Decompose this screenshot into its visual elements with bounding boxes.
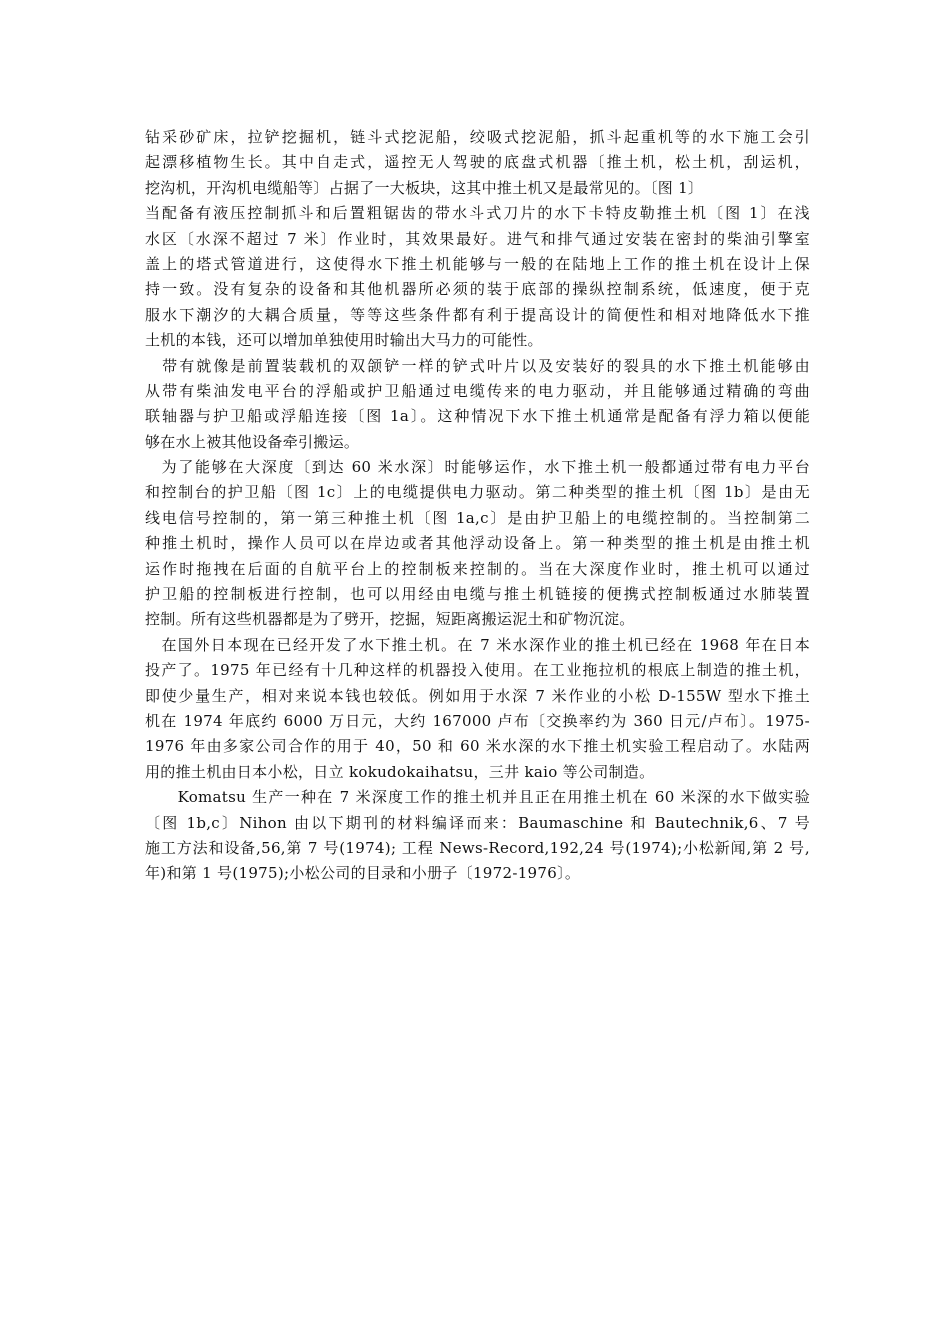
text-line: 水区〔水深不超过 7 米〕作业时，其效果最好。进气和排气通过安装在密封的柴油引擎室 — [145, 229, 810, 248]
text-line: 施工方法和设备,56,第 7 号(1974); 工程 News-Record,192,24 号(1974);小松新闻,第 2 号, — [145, 838, 810, 857]
text-line: Komatsu 生产一种在 7 米深度工作的推土机并且正在用推土机在 60 米深的水下做实验 — [145, 788, 810, 807]
text-line: 持一致。没有复杂的设备和其他机器所必须的装于底部的操纵控制系统，低速度，便于克 — [145, 280, 810, 299]
text-line: 土机的本钱，还可以增加单独使用时输出大马力的可能性。 — [145, 331, 543, 350]
text-line: 联轴器与护卫船或浮船连接〔图 1a〕。这种情况下水下推土机通常是配备有浮力箱以便能 — [145, 407, 810, 426]
text-line: 够在水上被其他设备牵引搬运。 — [145, 432, 360, 451]
text-line: 当配备有液压控制抓斗和后置粗锯齿的带水斗式刀片的水下卡特皮勒推土机〔图 1〕在浅 — [145, 204, 810, 223]
text-line: 运作时拖拽在后面的自航平台上的控制板来控制的。当在大深度作业时，推土机可以通过 — [145, 559, 810, 578]
text-line: 护卫船的控制板进行控制，也可以用经由电缆与推土机链接的便携式控制板通过水肺装置 — [145, 585, 810, 604]
text-line: 投产了。1975 年已经有十几种这样的机器投入使用。在工业拖拉机的根底上制造的推土机， — [145, 661, 810, 680]
text-line: 钻采砂矿床，拉铲挖掘机，链斗式挖泥船，绞吸式挖泥船，抓斗起重机等的水下施工会引 — [145, 128, 810, 146]
text-line: 挖沟机，开沟机电缆船等〕占据了一大板块，这其中推土机又是最常见的。〔图 1〕 — [145, 178, 704, 197]
text-line: 服水下潮汐的大耦合质量，等等这些条件都有利于提高设计的简便性和相对地降低水下推 — [145, 305, 810, 324]
text-line: 用的推土机由日本小松，日立 kokudokaihatsu，三井 kaio 等公司制造。 — [145, 762, 655, 781]
text-line: 起漂移植物生长。其中自走式，遥控无人驾驶的底盘式机器〔推土机，松土机，刮运机， — [145, 153, 810, 172]
text-line: 1976 年由多家公司合作的用于 40，50 和 60 米水深的水下推土机实验工程启动了。水陆两 — [145, 737, 810, 756]
text-line: 从带有柴油发电平台的浮船或护卫船通过电缆传来的电力驱动，并且能够通过精确的弯曲 — [145, 381, 810, 400]
text-line: 种推土机时，操作人员可以在岸边或者其他浮动设备上。第一种类型的推土机是由推土机 — [145, 534, 810, 553]
text-line: 〔图 1b,c〕Nihon 由以下期刊的材料编译而来：Baumaschine 和 Bautechnik,6、7 号 — [145, 813, 810, 832]
text-line: 在国外日本现在已经开发了水下推土机。在 7 米水深作业的推土机已经在 1968 年在日本 — [145, 635, 810, 654]
text-line: 为了能够在大深度〔到达 60 米水深〕时能够运作，水下推土机一般都通过带有电力平台 — [145, 458, 810, 477]
text-line: 控制。所有这些机器都是为了劈开，挖掘，短距离搬运泥土和矿物沉淀。 — [145, 610, 635, 629]
text-line: 盖上的塔式管道进行，这使得水下推土机能够与一般的在陆地上工作的推土机在设计上保 — [145, 254, 810, 273]
text-line: 线电信号控制的，第一第三种推土机〔图 1a,c〕是由护卫船上的电缆控制的。当控制第二 — [145, 508, 810, 527]
text-line: 年)和第 1 号(1975);小松公司的目录和小册子〔1972-1976〕。 — [145, 864, 581, 883]
text-line: 和控制台的护卫船〔图 1c〕上的电缆提供电力驱动。第二种类型的推土机〔图 1b〕是由无 — [145, 483, 810, 502]
text-line: 机在 1974 年底约 6000 万日元，大约 167000 卢布〔交换率约为 360 日元/卢布〕。1975- — [145, 711, 810, 730]
text-line: 即使少量生产，相对来说本钱也较低。例如用于水深 7 米作业的小松 D-155W 型水下推土 — [145, 686, 810, 705]
text-line: 带有就像是前置装载机的双颌铲一样的铲式叶片以及安装好的裂具的水下推土机能够由 — [145, 356, 810, 375]
body-text — [145, 125, 810, 887]
